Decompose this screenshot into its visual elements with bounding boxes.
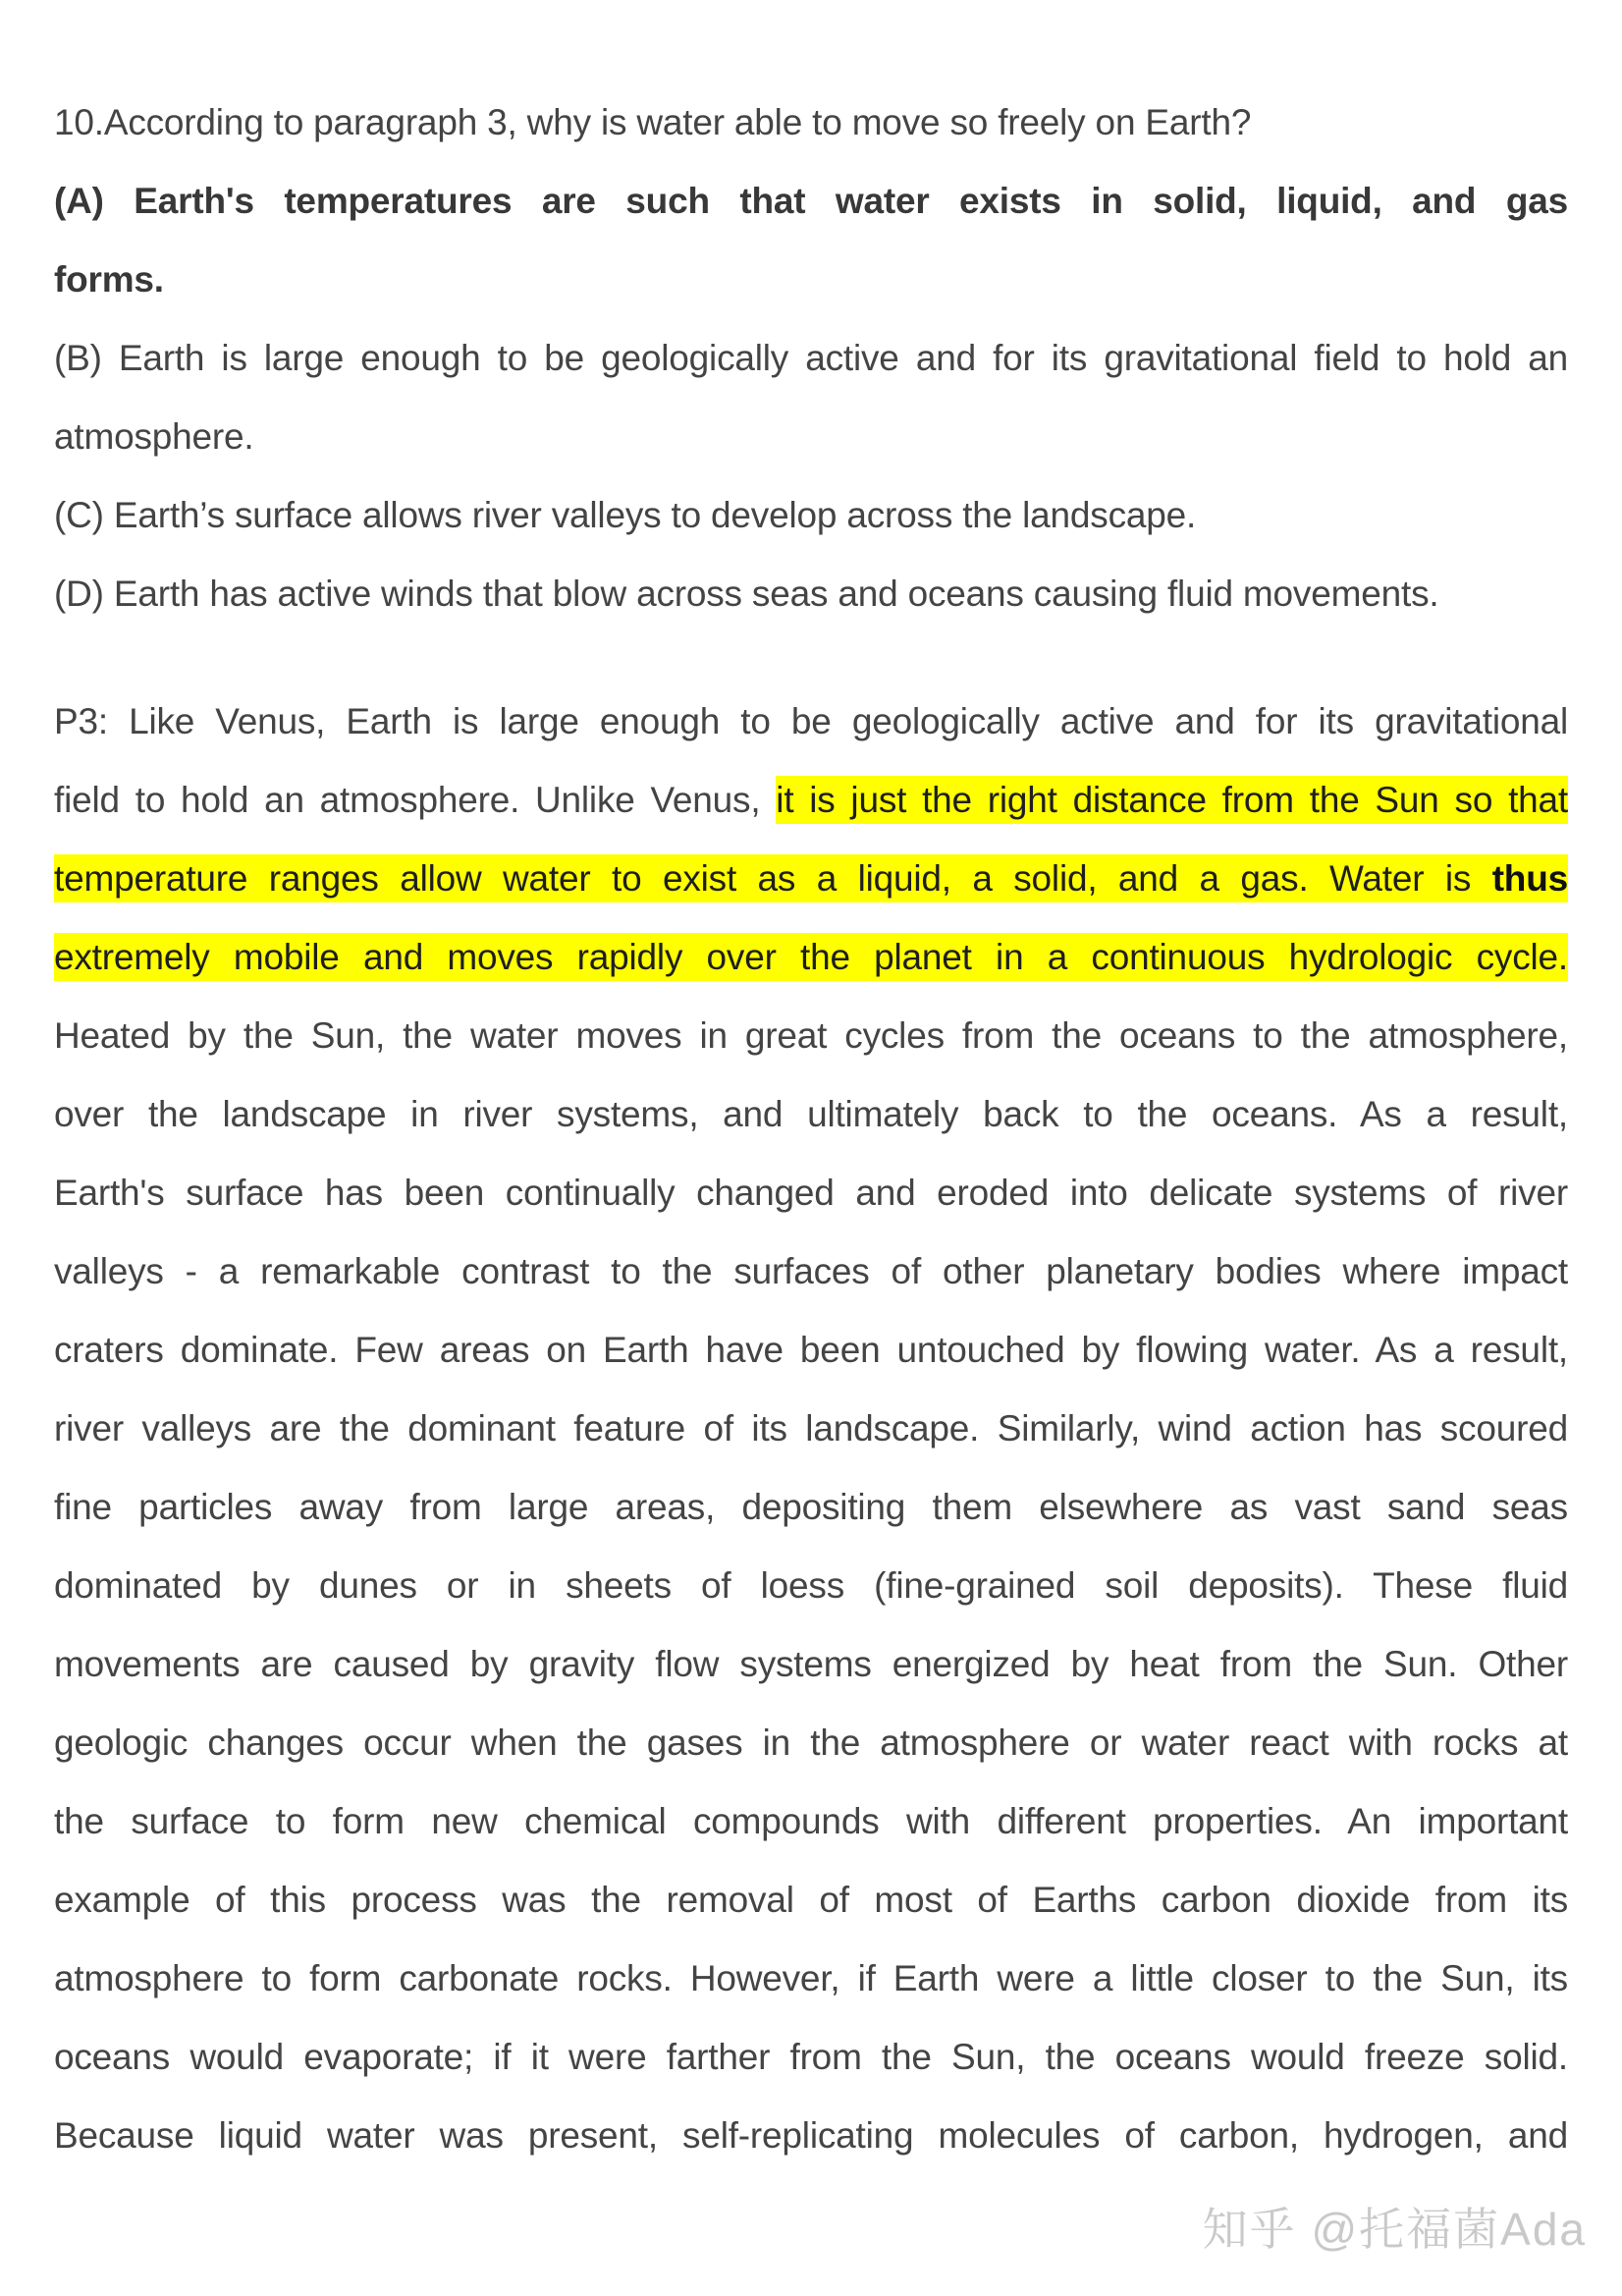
- highlighted-bold-text: thus: [1492, 854, 1568, 902]
- passage-text: field to hold an atmosphere. Unlike Venus,: [54, 780, 777, 820]
- highlighted-text: it is just the right distance from the Sun so that: [776, 776, 1568, 824]
- passage-line: dominated by dunes or in sheets of loess (fine-grained soil deposits). These fluid: [54, 1565, 1568, 1606]
- option-b-line-2: atmosphere.: [54, 416, 254, 457]
- option-d: (D) Earth has active winds that blow across seas and oceans causing fluid movements.: [54, 574, 1439, 614]
- passage-line-1: P3: Like Venus, Earth is large enough to be geologically active and for its gravitational: [54, 701, 1568, 741]
- passage-line: over the landscape in river systems, and ultimately back to the oceans. As a result,: [54, 1094, 1568, 1134]
- passage-line: Heated by the Sun, the water moves in great cycles from the oceans to the atmosphere,: [54, 1015, 1568, 1056]
- passage-line: Because liquid water was present, self-replicating molecules of carbon, hydrogen, and: [54, 2115, 1568, 2156]
- passage-line: Earth's surface has been continually changed and eroded into delicate systems of river: [54, 1173, 1568, 1213]
- passage-line: atmosphere to form carbonate rocks. However, if Earth were a little closer to the Sun, its: [54, 1958, 1568, 1998]
- question-text: 10.According to paragraph 3, why is water able to move so freely on Earth?: [54, 102, 1252, 142]
- passage-line: valleys - a remarkable contrast to the surfaces of other planetary bodies where impact: [54, 1251, 1568, 1291]
- passage-line-3: [54, 840, 1568, 918]
- option-a-line-2: forms.: [54, 259, 164, 300]
- highlighted-text: temperature ranges allow water to exist as a liquid, a solid, and a gas. Water is: [54, 854, 1492, 902]
- passage-line: river valleys are the dominant feature of its landscape. Similarly, wind action has scoured: [54, 1408, 1568, 1449]
- passage-line-2: [54, 761, 1568, 840]
- passage-line: craters dominate. Few areas on Earth have been untouched by flowing water. As a result,: [54, 1330, 1568, 1370]
- highlighted-text: extremely mobile and moves rapidly over the planet in a continuous hydrologic cycle.: [54, 933, 1568, 981]
- passage-line: the surface to form new chemical compounds with different properties. An important: [54, 1801, 1568, 1841]
- passage-line: example of this process was the removal of most of Earths carbon dioxide from its: [54, 1880, 1568, 1920]
- option-b-line-1: (B) Earth is large enough to be geologically active and for its gravitational field to hold an: [54, 338, 1568, 378]
- passage-line-4: [54, 918, 1568, 997]
- passage-line: movements are caused by gravity flow systems energized by heat from the Sun. Other: [54, 1644, 1568, 1684]
- paragraph-spacer: [54, 633, 1568, 683]
- option-c: (C) Earth’s surface allows river valleys to develop across the landscape.: [54, 495, 1197, 535]
- option-a-line-1: (A) Earth's temperatures are such that water exists in solid, liquid, and gas: [54, 181, 1568, 221]
- passage-line: oceans would evaporate; if it were farther from the Sun, the oceans would freeze solid.: [54, 2037, 1568, 2077]
- zhihu-watermark: 知乎 @托福菌Ada: [1202, 2204, 1587, 2255]
- passage-line: geologic changes occur when the gases in the atmosphere or water react with rocks at: [54, 1722, 1568, 1763]
- passage-line: fine particles away from large areas, depositing them elsewhere as vast sand seas: [54, 1487, 1568, 1527]
